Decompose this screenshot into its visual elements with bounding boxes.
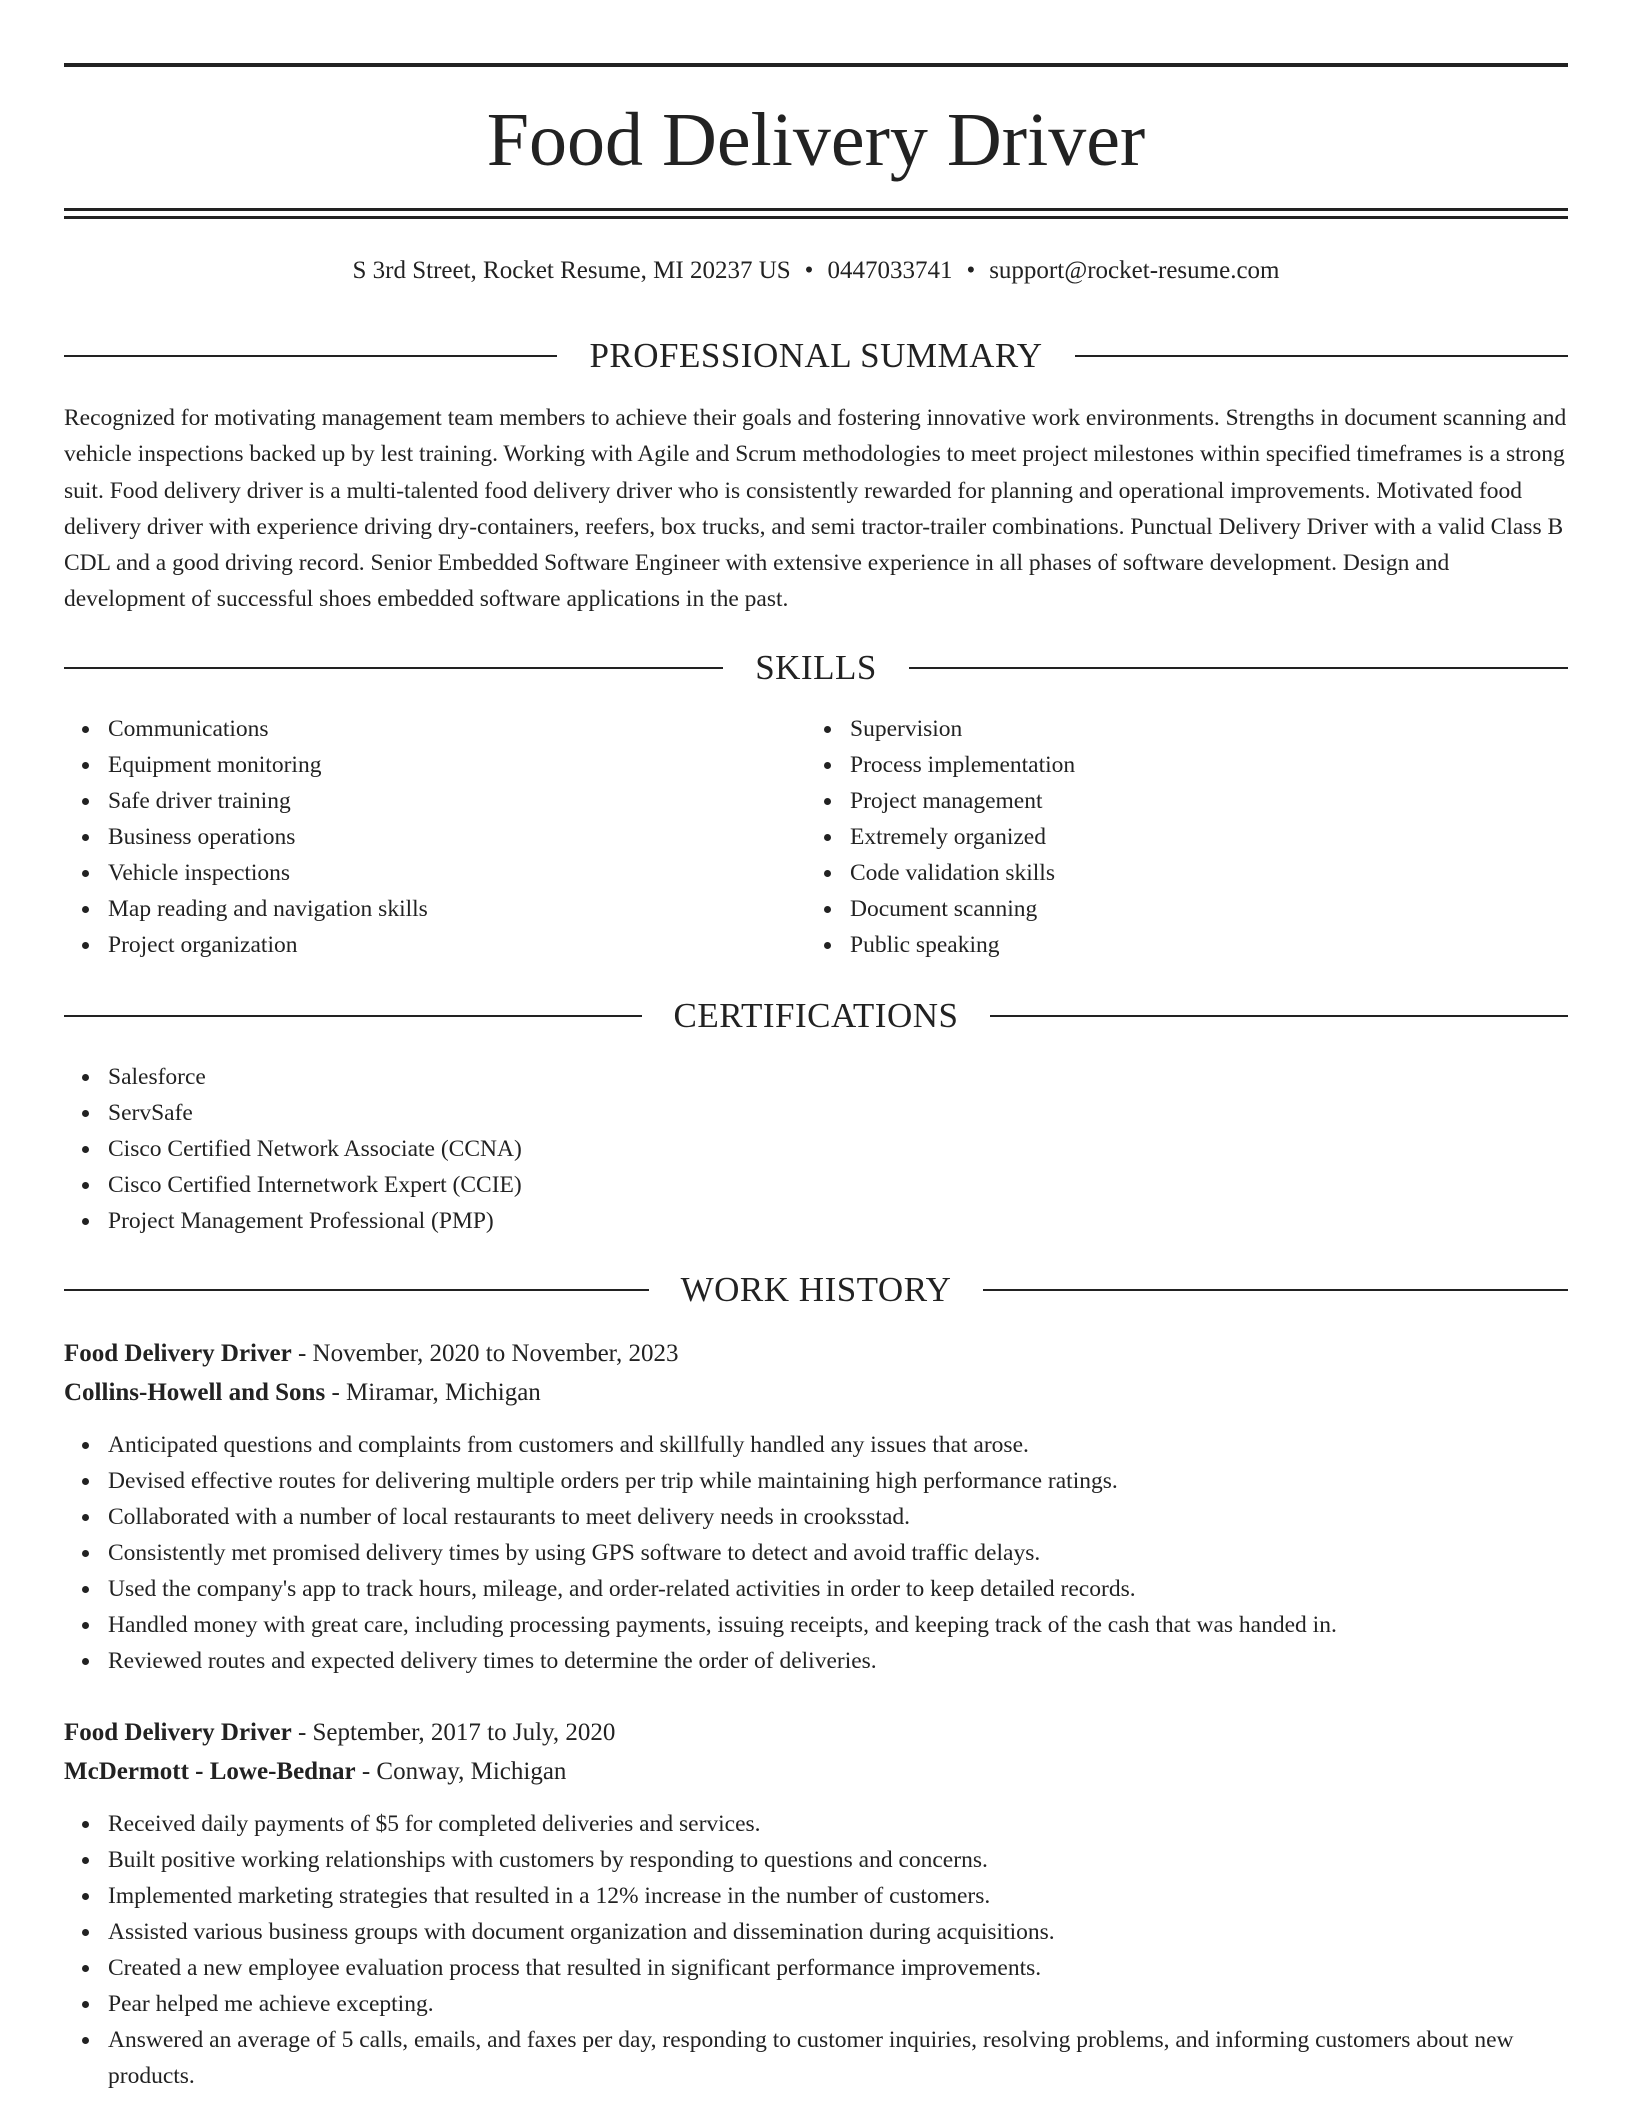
bullet-dot [82, 1146, 89, 1153]
bullet-dot [82, 1074, 89, 1081]
skill-label: Safe driver training [108, 788, 291, 814]
job-duties-list [64, 1427, 1568, 1679]
bullet-dot [82, 762, 89, 769]
skill-item [64, 891, 764, 927]
job-duty-item [64, 1806, 1568, 1842]
skill-item [806, 927, 1506, 963]
job-duty-text: Reviewed routes and expected delivery times to determine the order of deliveries. [108, 1648, 877, 1674]
job-duty-text: Anticipated questions and complaints from customers and skillfully handled any issues that arose. [108, 1432, 1029, 1458]
bullet-dot [82, 1965, 89, 1972]
bullet-dot [82, 1893, 89, 1900]
skill-label: Vehicle inspections [108, 860, 291, 886]
job-duty-item [64, 1950, 1568, 1986]
job-duty-text: Used the company's app to track hours, mileage, and order-related activities in order to keep detailed records. [108, 1576, 1136, 1602]
bullet-dot [82, 1442, 89, 1449]
contact-phone: 0447033741 [827, 257, 953, 284]
job-duty-text: Pear helped me achieve excepting. [108, 1991, 434, 2017]
job-duty-text: Consistently met promised delivery times by using GPS software to detect and avoid traffic delays. [108, 1540, 1041, 1566]
bullet-dot [82, 1857, 89, 1864]
bullet-dot [82, 1550, 89, 1557]
job-duty-item [64, 2022, 1568, 2094]
job-title-line [64, 1713, 1568, 1753]
candidate-name: Food Delivery Driver [486, 98, 1146, 182]
contact-email: support@rocket-resume.com [989, 257, 1280, 284]
skills-section-header [64, 648, 1568, 688]
skill-item [806, 891, 1506, 927]
certification-item [64, 1167, 1568, 1203]
skill-item [806, 783, 1506, 819]
skill-item [64, 927, 764, 963]
skill-item [806, 711, 1506, 747]
job-duty-text: Assisted various business groups with document organization and dissemination during acquisitions. [108, 1919, 1055, 1945]
bullet-dot [82, 1586, 89, 1593]
job-duty-item [64, 1986, 1568, 2022]
section-rule-left [64, 1015, 642, 1017]
certification-label: Cisco Certified Network Associate (CCNA) [108, 1136, 522, 1162]
section-rule-right [1075, 355, 1568, 357]
certifications-list [64, 1059, 1568, 1239]
section-title-skills: SKILLS [755, 648, 877, 687]
bullet-dot [824, 726, 831, 733]
job-company: McDermott - Lowe-Bednar [64, 1758, 356, 1785]
contact-address: S 3rd Street, Rocket Resume, MI 20237 US [352, 257, 791, 284]
skill-item [64, 711, 764, 747]
job-duty-item [64, 1643, 1568, 1679]
bullet-dot [82, 1514, 89, 1521]
certification-item [64, 1203, 1568, 1239]
bullet-dot [82, 2001, 89, 2008]
job-duties-list [64, 1806, 1568, 2094]
header-double-rule-lower [64, 216, 1568, 219]
job-duty-item [64, 1571, 1568, 1607]
header-top-rule [64, 63, 1568, 67]
certification-label: Salesforce [108, 1064, 206, 1090]
job-company-line [64, 1752, 1568, 1792]
bullet-dot [82, 1929, 89, 1936]
job-duty-text: Created a new employee evaluation process that resulted in significant performance improvements. [108, 1955, 1042, 1981]
contact-separator: • [966, 257, 976, 284]
bullet-dot [82, 726, 89, 733]
bullet-dot [82, 834, 89, 841]
skill-item [806, 819, 1506, 855]
section-rule-right [990, 1015, 1568, 1017]
job-duty-item [64, 1427, 1568, 1463]
skill-label: Project management [850, 788, 1043, 814]
job-location: - Conway, Michigan [355, 1758, 567, 1785]
bullet-dot [82, 906, 89, 913]
bullet-dot [82, 942, 89, 949]
job-duty-text: Collaborated with a number of local restaurants to meet delivery needs in crooksstad. [108, 1504, 911, 1530]
job-duty-item [64, 1463, 1568, 1499]
skill-label: Public speaking [850, 932, 1000, 958]
bullet-dot [82, 1182, 89, 1189]
certification-label: ServSafe [108, 1100, 193, 1126]
skill-item [64, 783, 764, 819]
job-duty-text: Implemented marketing strategies that resulted in a 12% increase in the number of customers. [108, 1883, 991, 1909]
job-duty-text: Handled money with great care, including processing payments, issuing receipts, and keeping track of the cash that was handed in. [108, 1612, 1337, 1638]
skills-list-right [806, 711, 1506, 963]
skill-item [806, 747, 1506, 783]
bullet-dot [82, 1110, 89, 1117]
summary-section-header [64, 336, 1568, 376]
job-company: Collins-Howell and Sons [64, 1379, 326, 1406]
job-location: - Miramar, Michigan [325, 1379, 541, 1406]
section-rule-left [64, 1289, 649, 1291]
skills-list-left [64, 711, 764, 963]
bullet-dot [82, 1622, 89, 1629]
bullet-dot [824, 798, 831, 805]
job-dates: - September, 2017 to July, 2020 [291, 1719, 616, 1746]
skill-item [64, 819, 764, 855]
work-history-section-header [64, 1270, 1568, 1310]
job-role: Food Delivery Driver [64, 1340, 292, 1367]
job-role: Food Delivery Driver [64, 1719, 292, 1746]
skill-label: Supervision [850, 716, 963, 742]
skill-item [64, 855, 764, 891]
certification-label: Project Management Professional (PMP) [108, 1208, 494, 1234]
job-duty-item [64, 1914, 1568, 1950]
skill-item [806, 855, 1506, 891]
section-rule-right [909, 667, 1568, 669]
contact-separator: • [804, 257, 814, 284]
contact-line [64, 254, 1568, 288]
job-duty-item [64, 1535, 1568, 1571]
skill-label: Code validation skills [850, 860, 1055, 886]
bullet-dot [82, 1821, 89, 1828]
bullet-dot [824, 834, 831, 841]
skill-label: Communications [108, 716, 269, 742]
bullet-dot [824, 762, 831, 769]
job-company-line [64, 1373, 1568, 1413]
skill-label: Extremely organized [850, 824, 1046, 850]
job-dates: - November, 2020 to November, 2023 [291, 1340, 679, 1367]
header-double-rule-upper [64, 208, 1568, 211]
job-duty-item [64, 1499, 1568, 1535]
job-title-line [64, 1334, 1568, 1374]
section-rule-right [983, 1289, 1568, 1291]
section-rule-left [64, 355, 557, 357]
bullet-dot [82, 870, 89, 877]
job-duty-text: Built positive working relationships with customers by responding to questions and concerns. [108, 1847, 988, 1873]
job-duty-item [64, 1878, 1568, 1914]
section-title-work-history: WORK HISTORY [680, 1270, 952, 1309]
bullet-dot [82, 1478, 89, 1485]
section-title-summary: PROFESSIONAL SUMMARY [589, 336, 1043, 375]
skill-label: Process implementation [850, 752, 1076, 778]
bullet-dot [824, 870, 831, 877]
skill-label: Equipment monitoring [108, 752, 322, 778]
skill-label: Business operations [108, 824, 296, 850]
summary-text: Recognized for motivating management team members to achieve their goals and fostering innovative work environments. Strengths in document scanning and vehicle inspections backed up by lest training. Working with Agile and Scrum methodologies to meet project milestones within specified timeframes is a strong suit. Food delivery driver is a multi-talented food delivery driver who is consistently rewarded for planning and operational improvements. Motivated food delivery driver with experience driving dry-containers, reefers, box trucks, and semi tractor-trailer combinations. Punctual Delivery Driver with a valid Class B CDL and a good driving record. Senior Embedded Software Engineer with extensive experience in all phases of software development. Design and development of successful shoes embedded software applications in the past. [64, 405, 1567, 613]
skill-label: Map reading and navigation skills [108, 896, 428, 922]
skill-label: Project organization [108, 932, 298, 958]
bullet-dot [82, 1218, 89, 1225]
job-duty-item [64, 1607, 1568, 1643]
bullet-dot [82, 798, 89, 805]
job-duty-item [64, 1842, 1568, 1878]
certification-item [64, 1059, 1568, 1095]
section-rule-left [64, 667, 723, 669]
bullet-dot [824, 942, 831, 949]
bullet-dot [82, 1658, 89, 1665]
certification-item [64, 1095, 1568, 1131]
bullet-dot [82, 2037, 89, 2044]
job-duty-text: Answered an average of 5 calls, emails, and faxes per day, responding to customer inquiries, resolving problems, and informing customers about new products. [108, 2027, 1514, 2089]
certification-label: Cisco Certified Internetwork Expert (CCIE) [108, 1172, 522, 1198]
section-title-certifications: CERTIFICATIONS [673, 996, 959, 1035]
certification-item [64, 1131, 1568, 1167]
bullet-dot [824, 906, 831, 913]
job-duty-text: Devised effective routes for delivering multiple orders per trip while maintaining high performance ratings. [108, 1468, 1118, 1494]
job-duty-text: Received daily payments of $5 for completed deliveries and services. [108, 1811, 761, 1837]
skill-item [64, 747, 764, 783]
certifications-section-header [64, 996, 1568, 1036]
skill-label: Document scanning [850, 896, 1038, 922]
